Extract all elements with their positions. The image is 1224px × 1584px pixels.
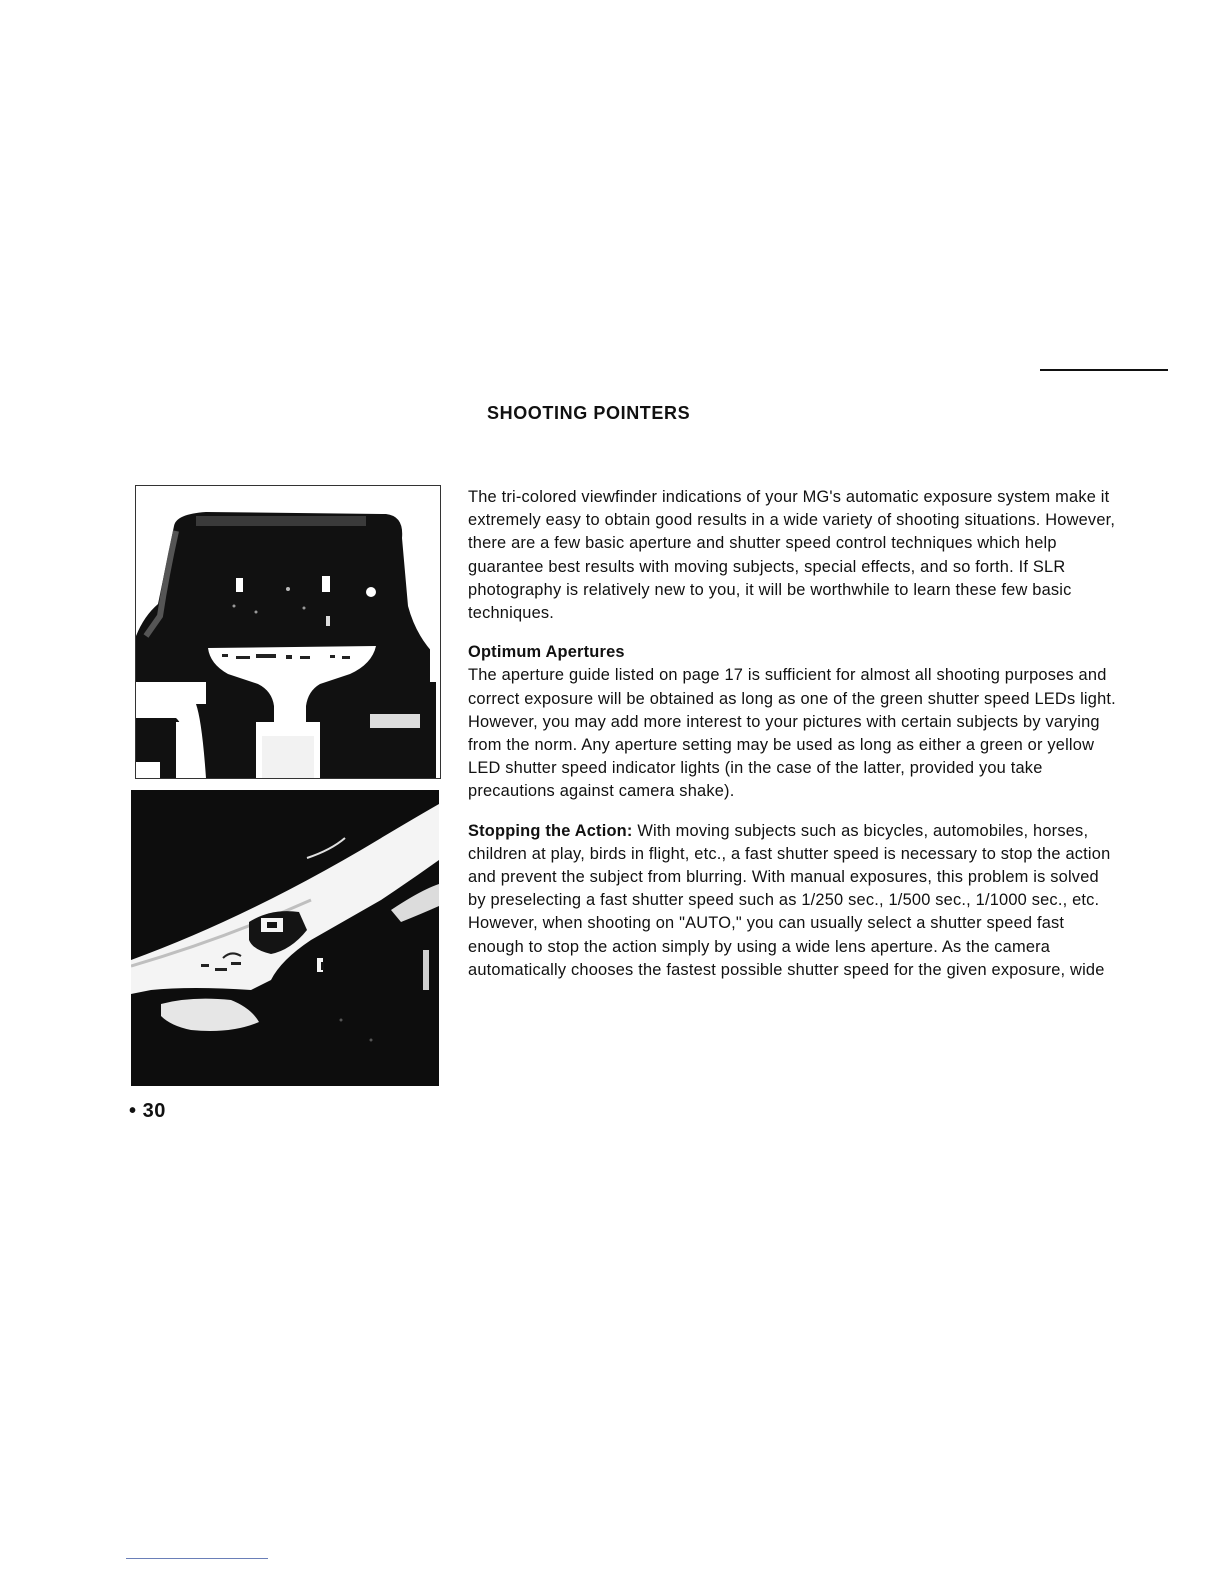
stopping-action-text: With moving subjects such as bicycles, automobiles, horses, children at play, birds in flight, etc., a fast shutter speed is necessary to stop the action and prevent the subject from blurring. With manual exposures, this problem is solved by preselecting a fast shutter speed such as 1/250 sec., 1/500 sec., 1/1000 sec., etc. However, when shooting on "AUTO," you can usually select a shutter speed fast enough to stop the action simply by using a wide lens aperture. As the camera automatically chooses the fastest possible shutter speed for the given exposure, wide — [468, 821, 1111, 979]
stopping-action-paragraph — [468, 820, 1116, 982]
optimum-apertures-heading: Optimum Apertures — [468, 643, 625, 662]
viewfinder-photo — [135, 485, 441, 779]
page-number-value: 30 — [142, 1100, 166, 1122]
bottom-rule — [126, 1558, 268, 1559]
intro-paragraph: The tri-colored viewfinder indications of your MG's automatic exposure system make it extremely easy to obtain good results in a wide variety of shooting situations. However, there are a few basic aperture and shutter speed control techniques which help guarantee best results with moving subjects, special effects, and so forth. If SLR photography is relatively new to you, it will be worthwhile to learn these few basic techniques. — [468, 488, 1116, 623]
text-column — [468, 486, 1116, 982]
top-rule — [1040, 369, 1168, 371]
stopping-action-heading: Stopping the Action: — [468, 821, 633, 840]
page-number — [129, 1100, 166, 1123]
page-title: SHOOTING POINTERS — [487, 403, 691, 423]
top-plate-photo — [131, 790, 439, 1086]
optimum-apertures-paragraph: The aperture guide listed on page 17 is sufficient for almost all shooting purposes and correct exposure will be obtained as long as one of the green shutter speed LEDs light. However, you may add more interest to your pictures with certain subjects by varying from the norm. Any aperture setting may be used as long as either a green or yellow LED shutter speed indicator lights (in the case of the latter, provided you take precautions against camera shake). — [468, 666, 1116, 801]
bullet-icon: • — [129, 1100, 137, 1122]
